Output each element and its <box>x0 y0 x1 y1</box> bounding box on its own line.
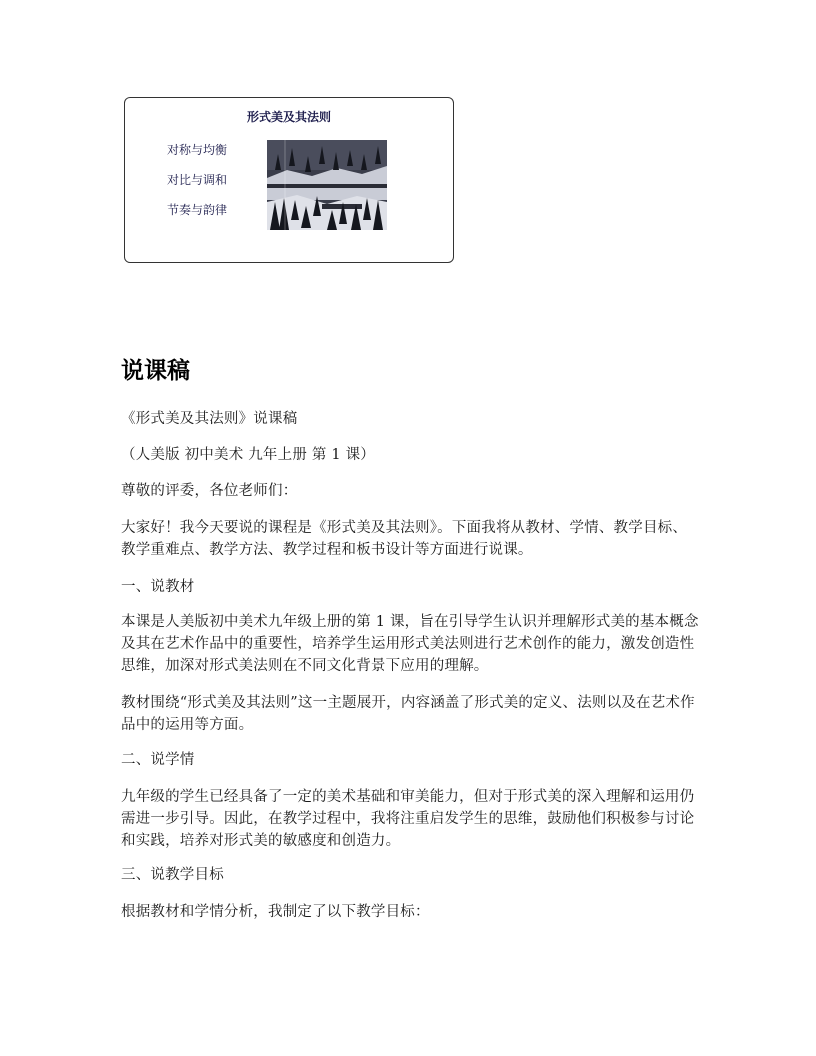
paragraph-textbook: 本课是人美版初中美术九年级上册的第 1 课，旨在引导学生认识并理解形式美的基本概念及其在艺术作品中的重要性，培养学生运用形式美法则进行艺术创作的能力，激发创造性思维，加深对形式美法则在不同文化背景下应用的理解。 <box>121 614 699 674</box>
slide-thumbnail <box>124 97 454 263</box>
slide-item-rhythm: 节奏与韵律 <box>167 203 228 217</box>
paragraph-edition: （人美版 初中美术 九年上册 第 1 课） <box>121 447 375 463</box>
document-title: 说课稿 <box>121 358 190 384</box>
paragraph-greeting: 尊敬的评委，各位老师们： <box>121 483 298 499</box>
snowy-pine-forest-photo <box>267 140 387 230</box>
slide-item-contrast: 对比与调和 <box>167 173 228 187</box>
paragraph-students: 九年级的学生已经具备了一定的美术基础和审美能力，但对于形式美的深入理解和运用仍需进一步引导。因此，在教学过程中，我将注重启发学生的思维，鼓励他们积极参与讨论和实践，培养对形式美的敏感度和创造力。 <box>121 789 695 849</box>
section-heading-textbook: 一、说教材 <box>121 579 195 595</box>
paragraph-objectives: 根据教材和学情分析，我制定了以下教学目标： <box>121 904 430 920</box>
slide-item-symmetry: 对称与均衡 <box>167 143 228 157</box>
section-heading-objectives: 三、说教学目标 <box>121 867 224 883</box>
paragraph-intro: 大家好！我今天要说的课程是《形式美及其法则》。下面我将从教材、学情、教学目标、教学重难点、教学方法、教学过程和板书设计等方面进行说课。 <box>121 520 688 558</box>
slide-title: 形式美及其法则 <box>246 110 331 124</box>
paragraph-textbook-content: 教材围绕“形式美及其法则”这一主题展开，内容涵盖了形式美的定义、法则以及在艺术作品中的运用等方面。 <box>121 695 695 733</box>
section-heading-students: 二、说学情 <box>121 752 195 768</box>
paragraph-lesson-title: 《形式美及其法则》说课稿 <box>121 411 298 427</box>
